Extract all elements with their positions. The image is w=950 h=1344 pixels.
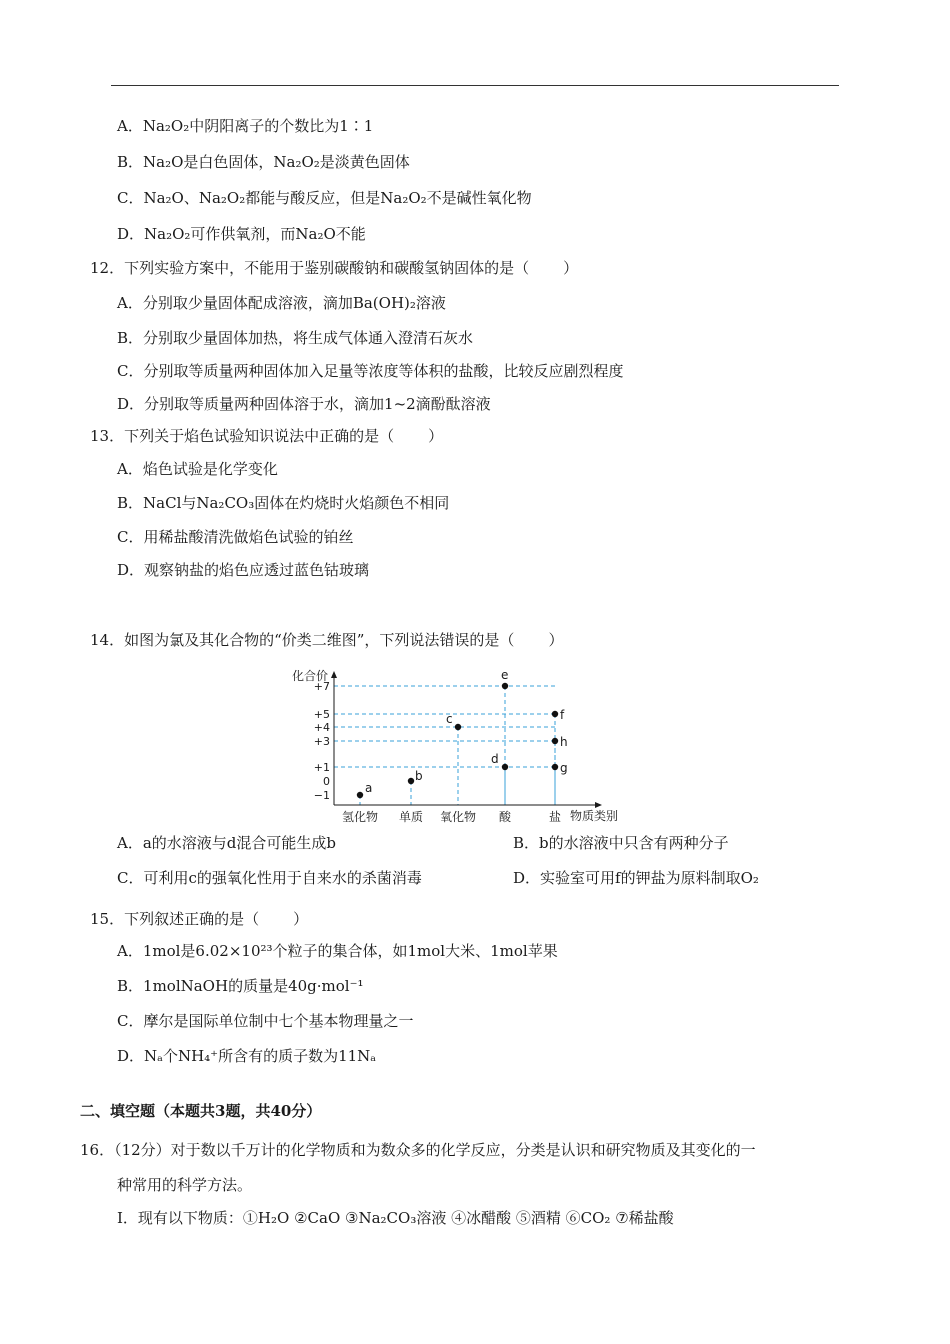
q14-option-c: C．可利用c的强氧化性用于自来水的杀菌消毒 (117, 869, 422, 887)
q11-option-b: B．Na₂O是白色固体，Na₂O₂是淡黄色固体 (117, 153, 410, 171)
point-label-e: e (501, 668, 509, 682)
q15-stem: 15．下列叙述正确的是（ ） (90, 910, 309, 928)
header-rule (111, 85, 839, 86)
x-category-label: 盐 (548, 810, 562, 824)
y-tick-label: +4 (313, 721, 330, 734)
point-c (455, 724, 461, 730)
q13-option-a: A．焰色试验是化学变化 (117, 460, 278, 478)
point-label-b: b (415, 769, 423, 783)
q11-option-a: A．Na₂O₂中阴阳离子的个数比为1∶1 (117, 117, 374, 135)
point-e (502, 683, 508, 689)
q13-option-b: B．NaCl与Na₂CO₃固体在灼烧时火焰颜色不相同 (117, 494, 450, 512)
q16-line-2: 种常用的科学方法。 (117, 1176, 253, 1194)
q12-option-c: C．分别取等质量两种固体加入足量等浓度等体积的盐酸，比较反应剧烈程度 (117, 362, 624, 380)
q13-stem: 13．下列关于焰色试验知识说法中正确的是（ ） (90, 427, 444, 445)
x-axis-arrow (595, 802, 602, 808)
point-label-h: h (560, 735, 568, 749)
q12-option-d: D．分别取等质量两种固体溶于水，滴加1~2滴酚酞溶液 (117, 395, 491, 413)
point-label-a: a (365, 781, 373, 795)
q15-option-d: D．Nₐ个NH₄⁺所含有的质子数为11Nₐ (117, 1047, 377, 1065)
point-f (552, 711, 558, 717)
q13-option-d: D．观察钠盐的焰色应透过蓝色钴玻璃 (117, 561, 370, 579)
y-tick-label: 0 (323, 775, 330, 788)
q12-option-a: A．分别取少量固体配成溶液，滴加Ba(OH)₂溶液 (117, 294, 446, 312)
q14-option-a: A．a的水溶液与d混合可能生成b (117, 834, 336, 852)
point-g (552, 764, 558, 770)
y-tick-label: +3 (313, 735, 330, 748)
q15-option-a: A．1mol是6.02×10²³个粒子的集合体，如1mol大米、1mol苹果 (117, 942, 558, 960)
point-label-d: d (491, 752, 499, 766)
q11-option-d: D．Na₂O₂可作供氧剂，而Na₂O不能 (117, 225, 366, 243)
x-category-label: 酸 (498, 810, 512, 824)
chart-y-label: 化合价 (292, 669, 329, 683)
point-label-g: g (560, 761, 568, 775)
q13-option-c: C．用稀盐酸清洗做焰色试验的铂丝 (117, 528, 354, 546)
q11-option-c: C．Na₂O、Na₂O₂都能与酸反应，但是Na₂O₂不是碱性氧化物 (117, 189, 532, 207)
q16-line-3: Ⅰ．现有以下物质：①H₂O ②CaO ③Na₂CO₃溶液 ④冰醋酸 ⑤酒精 ⑥CO₂ ⑦稀盐酸 (117, 1209, 674, 1227)
point-a (357, 792, 363, 798)
x-category-label: 单质 (398, 810, 424, 824)
q14-option-b: B．b的水溶液中只含有两种分子 (513, 834, 729, 852)
q14-option-d: D．实验室可用f的钾盐为原料制取O₂ (513, 869, 759, 887)
point-label-f: f (560, 708, 565, 722)
y-tick-label: +1 (313, 761, 330, 774)
section-heading: 二、填空题（本题共3题，共40分） (80, 1102, 322, 1120)
q15-option-b: B．1molNaOH的质量是40g·mol⁻¹ (117, 977, 364, 995)
q14-stem: 14．如图为氯及其化合物的“价类二维图”，下列说法错误的是（ ） (90, 631, 564, 649)
y-axis-arrow (331, 671, 337, 678)
x-category-label: 氢化物 (341, 810, 379, 824)
chart-x-label: 物质类别 (570, 809, 619, 823)
q12-stem: 12．下列实验方案中，不能用于鉴别碳酸钠和碳酸氢钠固体的是（ ） (90, 259, 579, 277)
chart-x-categories (342, 809, 561, 824)
chart-y-ticks (314, 680, 330, 802)
valence-category-chart (280, 660, 640, 830)
q16-line-1: 16．（12分）对于数以千万计的化学物质和为数众多的化学反应，分类是认识和研究物质及其变化的一 (80, 1141, 756, 1159)
q12-option-b: B．分别取少量固体加热，将生成气体通入澄清石灰水 (117, 329, 474, 347)
x-category-label: 氧化物 (439, 810, 477, 824)
y-tick-label: −1 (313, 789, 330, 802)
point-h (552, 738, 558, 744)
y-tick-label: +5 (313, 708, 330, 721)
point-label-c: c (446, 712, 453, 726)
chart-points (357, 668, 568, 798)
point-b (408, 778, 414, 784)
point-d (502, 764, 508, 770)
q15-option-c: C．摩尔是国际单位制中七个基本物理量之一 (117, 1012, 414, 1030)
y-tick-label: +7 (313, 680, 330, 693)
